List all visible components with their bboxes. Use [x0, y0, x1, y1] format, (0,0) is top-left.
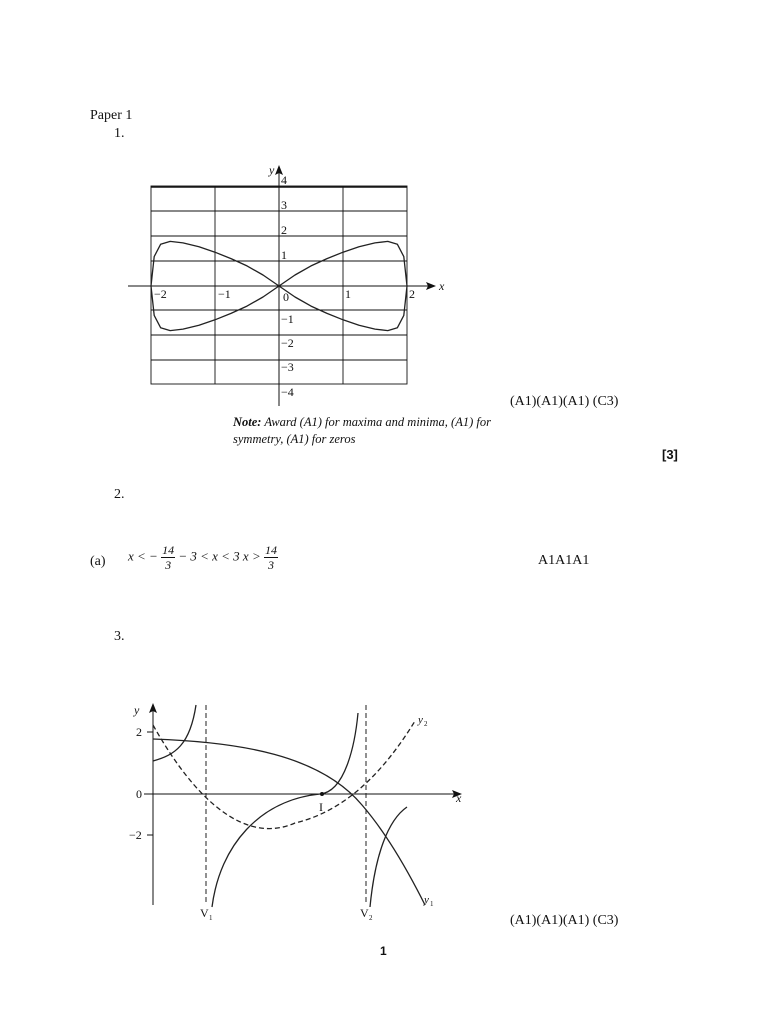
q1-total-marks: [3]: [662, 447, 678, 462]
note-label: Note:: [233, 415, 262, 429]
q3-y-tick: 0: [136, 787, 142, 801]
q1-x-tick: −2: [154, 287, 167, 301]
q2-answer: [128, 543, 278, 572]
q3-label-y1-sub: 1: [430, 900, 434, 908]
q3-curve-y2: [153, 721, 415, 829]
q2-ineq-b: − 3 < x < 3: [178, 548, 240, 564]
q1-x-tick: 1: [345, 287, 351, 301]
q2-ineq-c: x >: [242, 548, 261, 564]
q3-graph: [120, 695, 480, 930]
q3-branch-left-top: [153, 705, 196, 761]
q1-y-tick: −2: [281, 336, 294, 350]
q2-fraction-2: [264, 543, 278, 572]
q2-ineq-a: x < −: [128, 548, 158, 564]
q3-label-v2: V: [360, 906, 369, 920]
q1-x-tick: 2: [409, 287, 415, 301]
q1-graph: [120, 160, 450, 410]
q3-branch-middle: [212, 713, 358, 907]
q1-y-tick: 2: [281, 223, 287, 237]
q3-y-tick: 2: [136, 725, 142, 739]
q1-y-tick: 4: [281, 173, 287, 187]
q3-y-tick: −2: [129, 828, 142, 842]
note-text-line-2: symmetry, (A1) for zeros: [233, 432, 356, 446]
q1-marks: (A1)(A1)(A1) (C3): [510, 394, 619, 409]
q2-marks: A1A1A1: [538, 553, 590, 568]
q3-y-axis-label: y: [134, 703, 140, 717]
page-number: 1: [380, 944, 387, 958]
q1-y-tick: −3: [281, 360, 294, 374]
q3-label-y2: y: [418, 714, 423, 726]
q1-x-tick: −1: [218, 287, 231, 301]
question-1-number: 1.: [114, 126, 125, 141]
q3-marks: (A1)(A1)(A1) (C3): [510, 913, 619, 928]
q1-y-tick: 1: [281, 248, 287, 262]
question-3-number: 3.: [114, 629, 125, 644]
q2-part-label: (a): [90, 554, 106, 569]
paper-heading: Paper 1: [90, 108, 133, 123]
q3-label-v1: V: [200, 906, 209, 920]
q2-fraction-1: [161, 543, 175, 572]
q3-intersection-label: I: [319, 800, 323, 814]
q3-label-y1: y: [424, 894, 429, 906]
q3-intersection-point: [320, 792, 324, 796]
q1-x-tick: 0: [283, 290, 289, 304]
q1-note: [233, 414, 491, 448]
q3-label-y2-sub: 2: [424, 720, 428, 728]
q3-label-v2-sub: 2: [369, 914, 373, 922]
q2-frac-1-den: 3: [165, 558, 172, 572]
q1-y-tick: −1: [281, 312, 294, 326]
q2-frac-2-num: 14: [264, 543, 277, 557]
q2-frac-1-num: 14: [162, 543, 175, 557]
question-2-number: 2.: [114, 487, 125, 502]
q3-x-axis-label: x: [456, 791, 462, 805]
q2-frac-2-den: 3: [267, 558, 274, 572]
q1-y-tick: −4: [281, 385, 294, 399]
q1-y-tick: 3: [281, 198, 287, 212]
q3-label-v1-sub: 1: [209, 914, 213, 922]
note-text-line-1: Award (A1) for maxima and minima, (A1) for: [264, 415, 491, 429]
q1-x-axis-label: x: [439, 279, 445, 293]
q1-y-axis-label: y: [269, 163, 275, 177]
